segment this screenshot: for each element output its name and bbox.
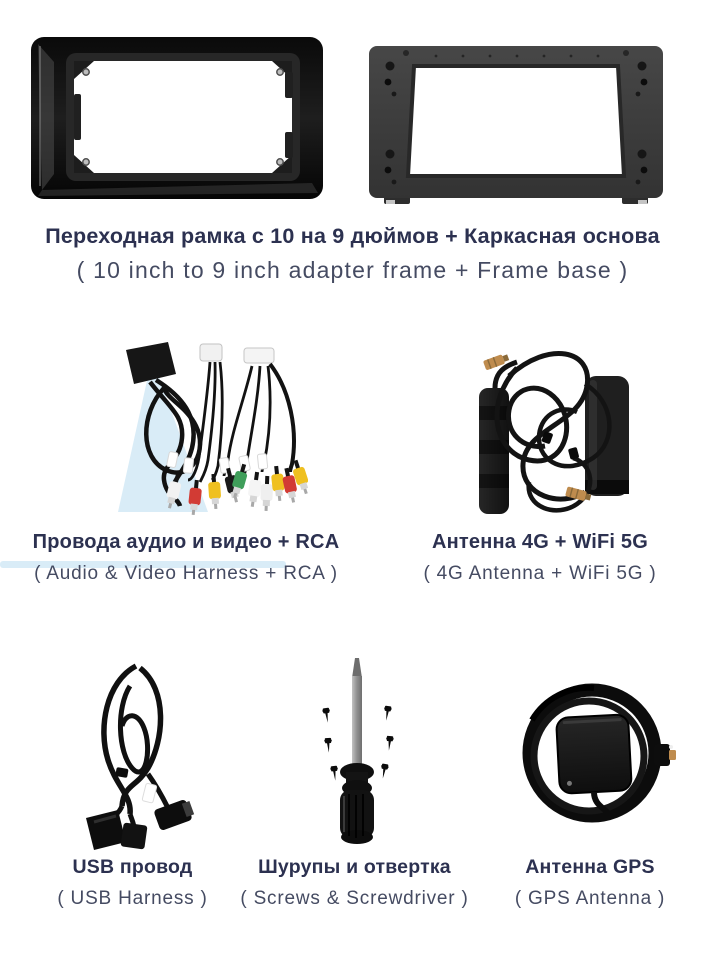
caption-usb-ru: USB провод: [72, 856, 193, 878]
cable-label: [142, 783, 157, 803]
caption-antenna-4g: [385, 530, 695, 585]
caption-antenna-4g-ru: Антенна 4G + WiFi 5G: [431, 531, 649, 553]
antenna-4g-wifi-image: [465, 332, 641, 520]
caption-antenna-4g-en: ( 4G Antenna + WiFi 5G ): [423, 563, 657, 584]
gps-antenna-image: [502, 660, 687, 845]
screw-hole: [83, 69, 89, 75]
caption-frames-en: ( 10 inch to 9 inch adapter frame + Frame base ): [76, 256, 629, 283]
caption-av-harness: [0, 530, 372, 585]
frame-left-tab: [74, 94, 81, 140]
caption-gps-ru: Антенна GPS: [525, 856, 655, 878]
av-harness-image: [112, 330, 308, 520]
screwdriver-shaft: [352, 676, 362, 770]
caption-frames-ru: Переходная рамка с 10 на 9 дюймов + Каркасная основа: [45, 224, 660, 248]
usb-harness-image: [60, 656, 210, 852]
usb-connector: [86, 810, 126, 850]
caption-usb-en: ( USB Harness ): [57, 888, 208, 910]
zip-tie: [568, 447, 580, 460]
screw-hole: [277, 159, 283, 165]
caption-screws: [222, 856, 487, 910]
caption-screws-ru: Шурупы и отвертка: [258, 856, 451, 878]
screw-hole: [83, 159, 89, 165]
gps-connector: [654, 744, 670, 766]
frame-opening: [74, 61, 292, 173]
caption-frames: [0, 224, 705, 284]
white-connector: [200, 344, 222, 361]
screw-hole: [277, 69, 283, 75]
adapter-frame-image: [28, 32, 326, 204]
usb-connector: [120, 822, 147, 849]
caption-av-harness-en: ( Audio & Video Harness + RCA ): [34, 563, 338, 584]
gps-puck: [556, 714, 632, 794]
frame-base-image: [366, 36, 666, 208]
caption-screws-en: ( Screws & Screwdriver ): [240, 888, 469, 910]
frame-right-tab: [285, 72, 293, 98]
caption-av-harness-ru: Провода аудио и видео + RCA: [32, 531, 340, 553]
usb-cable-loops: [104, 666, 168, 828]
white-connector: [244, 348, 274, 363]
caption-gps-en: ( GPS Antenna ): [514, 888, 666, 910]
caption-gps: [470, 856, 705, 910]
frame-base-opening: [408, 66, 624, 176]
screws-screwdriver-image: [292, 652, 422, 847]
screwdriver-tip: [352, 658, 362, 678]
black-connector: [126, 342, 176, 384]
